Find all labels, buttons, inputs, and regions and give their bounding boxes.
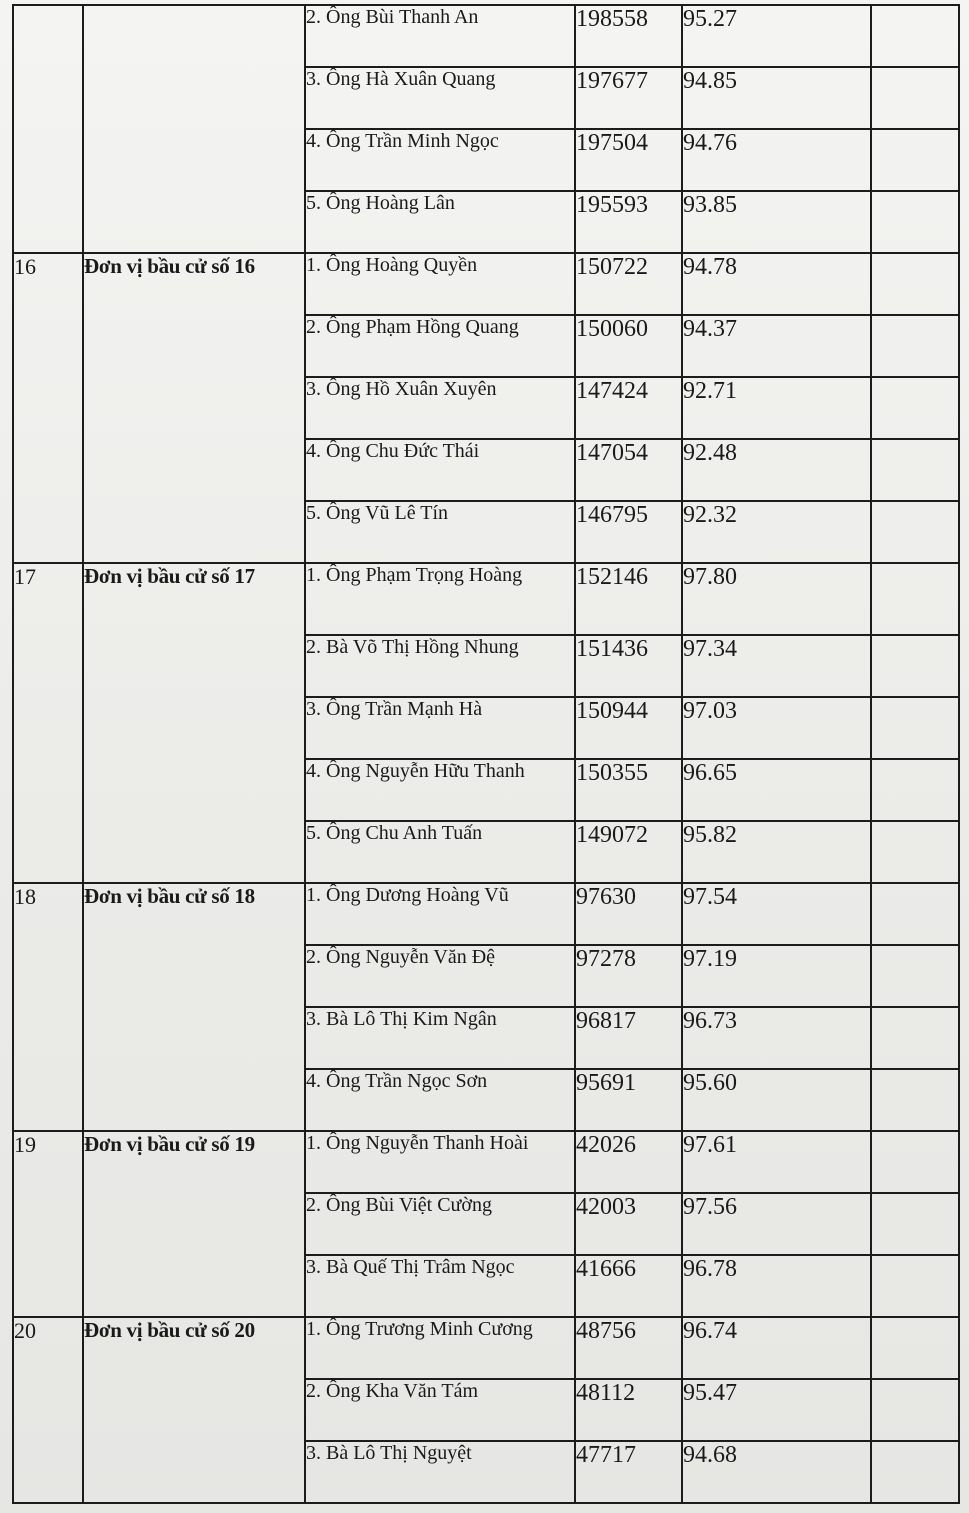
note-cell <box>871 821 959 883</box>
candidate-name: 4. Ông Nguyễn Hữu Thanh <box>305 759 575 821</box>
vote-percent: 92.71 <box>682 377 871 439</box>
candidate-name: 4. Ông Chu Đức Thái <box>305 439 575 501</box>
vote-count: 150355 <box>575 759 682 821</box>
candidate-name: 1. Ông Phạm Trọng Hoàng <box>305 563 575 635</box>
candidate-name: 3. Ông Hồ Xuân Xuyên <box>305 377 575 439</box>
unit-cell: Đơn vị bầu cử số 18 <box>83 883 305 1131</box>
vote-percent: 97.54 <box>682 883 871 945</box>
candidate-name: 3. Ông Trần Mạnh Hà <box>305 697 575 759</box>
candidate-name: 2. Ông Phạm Hồng Quang <box>305 315 575 377</box>
note-cell <box>871 697 959 759</box>
vote-percent: 95.60 <box>682 1069 871 1131</box>
note-cell <box>871 377 959 439</box>
vote-percent: 92.48 <box>682 439 871 501</box>
note-cell <box>871 501 959 563</box>
note-cell <box>871 439 959 501</box>
vote-count: 195593 <box>575 191 682 253</box>
unit-cell: Đơn vị bầu cử số 17 <box>83 563 305 883</box>
vote-count: 152146 <box>575 563 682 635</box>
candidate-name: 3. Bà Lô Thị Kim Ngân <box>305 1007 575 1069</box>
vote-count: 48756 <box>575 1317 682 1379</box>
candidate-name: 2. Ông Kha Văn Tám <box>305 1379 575 1441</box>
vote-percent: 97.19 <box>682 945 871 1007</box>
note-cell <box>871 1193 959 1255</box>
vote-percent: 92.32 <box>682 501 871 563</box>
vote-percent: 93.85 <box>682 191 871 253</box>
vote-count: 48112 <box>575 1379 682 1441</box>
vote-percent: 94.76 <box>682 129 871 191</box>
vote-percent: 97.80 <box>682 563 871 635</box>
vote-percent: 95.47 <box>682 1379 871 1441</box>
note-cell <box>871 1131 959 1193</box>
candidate-name: 5. Ông Hoàng Lân <box>305 191 575 253</box>
candidate-name: 1. Ông Hoàng Quyền <box>305 253 575 315</box>
note-cell <box>871 563 959 635</box>
vote-percent: 97.34 <box>682 635 871 697</box>
vote-count: 197504 <box>575 129 682 191</box>
unit-cell: Đơn vị bầu cử số 16 <box>83 253 305 563</box>
vote-percent: 96.74 <box>682 1317 871 1379</box>
vote-count: 41666 <box>575 1255 682 1317</box>
candidate-name: 5. Ông Chu Anh Tuấn <box>305 821 575 883</box>
vote-count: 151436 <box>575 635 682 697</box>
vote-count: 95691 <box>575 1069 682 1131</box>
vote-count: 198558 <box>575 5 682 67</box>
vote-percent: 94.78 <box>682 253 871 315</box>
stt-cell: 19 <box>13 1131 83 1317</box>
note-cell <box>871 253 959 315</box>
vote-percent: 97.61 <box>682 1131 871 1193</box>
candidate-name: 2. Ông Bùi Việt Cường <box>305 1193 575 1255</box>
vote-count: 42003 <box>575 1193 682 1255</box>
vote-percent: 95.82 <box>682 821 871 883</box>
vote-count: 150944 <box>575 697 682 759</box>
unit-cell <box>83 5 305 253</box>
candidate-name: 3. Bà Quế Thị Trâm Ngọc <box>305 1255 575 1317</box>
vote-count: 149072 <box>575 821 682 883</box>
vote-percent: 97.03 <box>682 697 871 759</box>
note-cell <box>871 5 959 67</box>
stt-cell: 18 <box>13 883 83 1131</box>
vote-count: 97278 <box>575 945 682 1007</box>
vote-percent: 96.65 <box>682 759 871 821</box>
candidate-name: 2. Bà Võ Thị Hồng Nhung <box>305 635 575 697</box>
candidate-name: 1. Ông Nguyễn Thanh Hoài <box>305 1131 575 1193</box>
table-row <box>13 1131 959 1193</box>
note-cell <box>871 191 959 253</box>
vote-percent: 96.73 <box>682 1007 871 1069</box>
note-cell <box>871 883 959 945</box>
vote-count: 146795 <box>575 501 682 563</box>
vote-percent: 94.68 <box>682 1441 871 1503</box>
candidate-name: 3. Bà Lô Thị Nguyệt <box>305 1441 575 1503</box>
candidate-name: 1. Ông Trương Minh Cương <box>305 1317 575 1379</box>
note-cell <box>871 1255 959 1317</box>
stt-cell: 16 <box>13 253 83 563</box>
vote-count: 197677 <box>575 67 682 129</box>
table-row <box>13 883 959 945</box>
candidate-name: 1. Ông Dương Hoàng Vũ <box>305 883 575 945</box>
candidate-name: 4. Ông Trần Ngọc Sơn <box>305 1069 575 1131</box>
vote-count: 150060 <box>575 315 682 377</box>
note-cell <box>871 945 959 1007</box>
stt-cell: 20 <box>13 1317 83 1503</box>
vote-count: 97630 <box>575 883 682 945</box>
note-cell <box>871 1007 959 1069</box>
vote-count: 150722 <box>575 253 682 315</box>
vote-count: 96817 <box>575 1007 682 1069</box>
vote-percent: 94.37 <box>682 315 871 377</box>
note-cell <box>871 1441 959 1503</box>
candidate-name: 5. Ông Vũ Lê Tín <box>305 501 575 563</box>
vote-percent: 96.78 <box>682 1255 871 1317</box>
note-cell <box>871 1379 959 1441</box>
candidate-name: 2. Ông Bùi Thanh An <box>305 5 575 67</box>
table-row <box>13 1317 959 1379</box>
candidate-name: 2. Ông Nguyễn Văn Đệ <box>305 945 575 1007</box>
unit-cell: Đơn vị bầu cử số 19 <box>83 1131 305 1317</box>
vote-percent: 97.56 <box>682 1193 871 1255</box>
candidate-name: 3. Ông Hà Xuân Quang <box>305 67 575 129</box>
stt-cell: 17 <box>13 563 83 883</box>
note-cell <box>871 1317 959 1379</box>
table-row <box>13 253 959 315</box>
note-cell <box>871 635 959 697</box>
note-cell <box>871 67 959 129</box>
stt-cell <box>13 5 83 253</box>
vote-count: 147054 <box>575 439 682 501</box>
table-row <box>13 5 959 67</box>
election-results-table <box>12 4 960 1504</box>
vote-count: 42026 <box>575 1131 682 1193</box>
vote-percent: 95.27 <box>682 5 871 67</box>
note-cell <box>871 1069 959 1131</box>
table-row <box>13 563 959 635</box>
unit-cell: Đơn vị bầu cử số 20 <box>83 1317 305 1503</box>
note-cell <box>871 129 959 191</box>
note-cell <box>871 759 959 821</box>
vote-count: 147424 <box>575 377 682 439</box>
note-cell <box>871 315 959 377</box>
vote-count: 47717 <box>575 1441 682 1503</box>
vote-percent: 94.85 <box>682 67 871 129</box>
candidate-name: 4. Ông Trần Minh Ngọc <box>305 129 575 191</box>
